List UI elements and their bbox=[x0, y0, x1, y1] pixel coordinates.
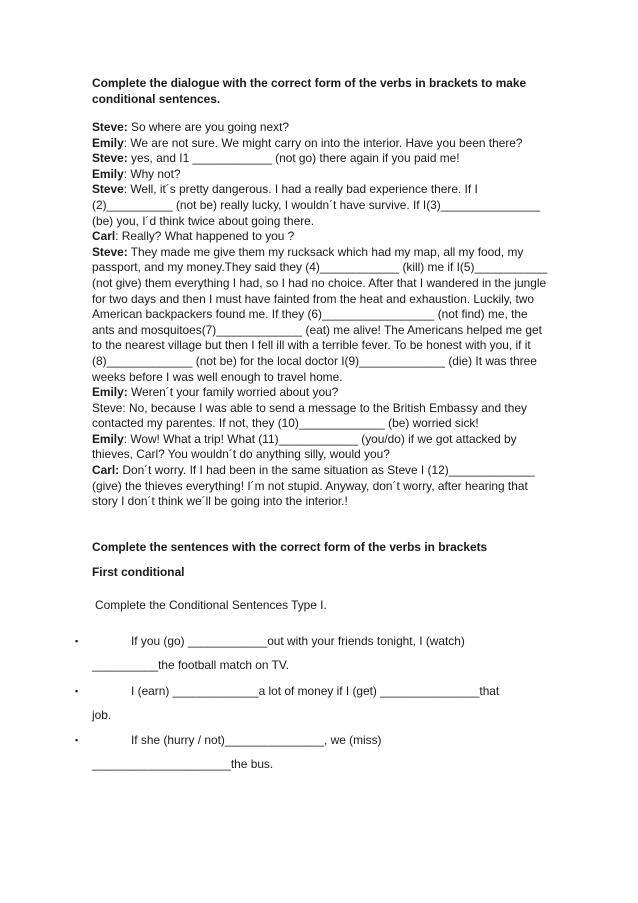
dialogue-text: : Well, it´s pretty dangerous. I had a really bad experience there. If I (2)__________ (not be) really lucky, I wouldn´t have survive. If I(3)_______________ (be) you, I´d think twice about going there. bbox=[92, 182, 540, 228]
exercise-line: I (earn) _____________a lot of money if I (get) _______________that bbox=[131, 684, 500, 698]
dialogue-text: : We are not sure. We might carry on into the interior. Have you been there? bbox=[123, 135, 523, 150]
speaker-name: Steve bbox=[92, 182, 124, 197]
dialogue-line bbox=[92, 245, 552, 385]
bullet-icon: ▪ bbox=[75, 735, 79, 745]
dialogue-line bbox=[92, 136, 552, 152]
dialogue-line bbox=[92, 432, 552, 463]
dialogue-text: : Why not? bbox=[123, 166, 181, 181]
exercise-continuation: job. bbox=[92, 708, 112, 722]
dialogue-line bbox=[92, 167, 552, 183]
dialogue-line bbox=[92, 120, 552, 136]
speaker-name: Carl bbox=[92, 229, 116, 244]
exercise-line: If you (go) ____________out with your friends tonight, I (watch) bbox=[131, 634, 465, 648]
dialogue-text: Steve: No, because I was able to send a message to the British Embassy and they contacted my parentes. If not, they (10)_____________ (be) worried sick! bbox=[92, 400, 527, 431]
speaker-name: Emily bbox=[92, 135, 124, 150]
dialogue-line bbox=[92, 463, 552, 510]
exercise-continuation: _____________________the bus. bbox=[92, 757, 274, 771]
dialogue-line bbox=[92, 182, 552, 229]
dialogue-text: : Really? What happened to you ? bbox=[115, 229, 295, 244]
speaker-name: Emily: bbox=[92, 385, 128, 400]
dialogue bbox=[92, 120, 552, 510]
type-one-instructions: Complete the Conditional Sentences Type I. bbox=[95, 598, 327, 612]
speaker-name: Emily bbox=[92, 166, 124, 181]
dialogue-text: They made me give them my rucksack which had my map, all my food, my passport, and my money.They said they (4)____________ (kill) me if I(5)___________ (not give) them everything I had, so I had no choice. After that I wandered in the jungle for two days and then I must have fainted from the heat and exhaustion. Luckily, two American backpackers found me. If they (6)_________________ (not find) me, the ants and mosquitoes(7)_____________ (eat) me alive! The Americans helped me get to the nearest village but then I fell ill with a terrible fever. To be honest with you, if it (8)_____________ (not be) for the local doctor I(9)_____________ (die) It was three weeks before I was well enough to travel home. bbox=[92, 244, 548, 384]
first-conditional-heading: First conditional bbox=[92, 565, 185, 579]
dialogue-line bbox=[92, 385, 552, 401]
speaker-name: Steve: bbox=[92, 151, 128, 166]
speaker-name: Steve: bbox=[92, 244, 128, 259]
dialogue-text: : Wow! What a trip! What (11)____________ (you/do) if we got attacked by thieves, Carl? You wouldn´t do anything silly, would you? bbox=[92, 431, 517, 462]
dialogue-text: yes, and I1 ____________ (not go) there again if you paid me! bbox=[127, 151, 460, 166]
sentences-instructions: Complete the sentences with the correct form of the verbs in brackets bbox=[92, 540, 488, 554]
bullet-icon: ▪ bbox=[75, 636, 79, 646]
bullet-icon: ▪ bbox=[75, 686, 79, 696]
dialogue-line bbox=[92, 401, 552, 432]
speaker-name: Carl: bbox=[92, 463, 120, 478]
exercise-continuation: __________the football match on TV. bbox=[92, 658, 290, 672]
dialogue-text: So where are you going next? bbox=[127, 120, 289, 134]
speaker-name: Emily bbox=[92, 431, 124, 446]
dialogue-text: Don´t worry. If I had been in the same situation as Steve I (12)_____________ (give) the thieves everything! I´m not stupid. Anyway, don´t worry, after hearing that story I don´t think we´ll be going into the interior.! bbox=[92, 463, 535, 509]
exercise-line: If she (hurry / not)_______________, we (miss) bbox=[131, 733, 382, 747]
speaker-name: Steve: bbox=[92, 120, 128, 134]
dialogue-line bbox=[92, 151, 552, 167]
dialogue-text: Weren´t your family worried about you? bbox=[127, 385, 339, 400]
dialogue-line bbox=[92, 229, 552, 245]
dialogue-instructions: Complete the dialogue with the correct form of the verbs in brackets to make conditional sentences. bbox=[92, 76, 527, 106]
